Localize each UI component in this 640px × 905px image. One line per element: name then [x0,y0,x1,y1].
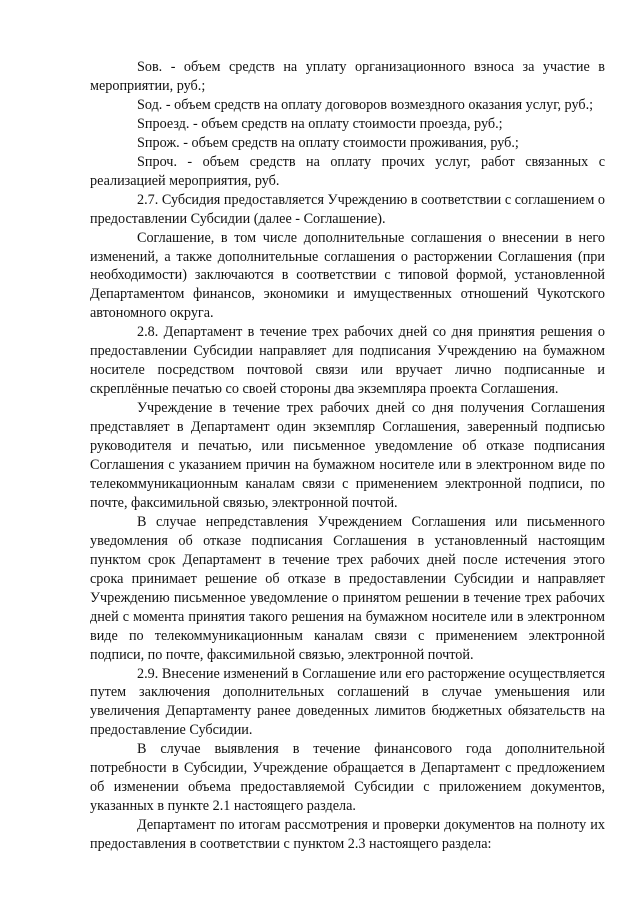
paragraph-additional-need: В случае выявления в течение финансового года дополнительной потребности в Субсидии, Учреждение обращается в Департамент с предложением об изменении объема предоставляемой Субсидии с приложением документов, указанных в пункте 2.1 настоящего раздела. [90,741,605,815]
paragraph-agreement-forms: Соглашение, в том числе дополнительные соглашения о внесении в него изменений, а также дополнительные соглашения о расторжении Соглашения (при необходимости) заключаются в соответствии с типовой формой, установленной Департаментом финансов, экономики и имущественных отношений Чукотского автономного округа. [90,229,605,322]
paragraph-2-7: 2.7. Субсидия предоставляется Учреждению в соответствии с соглашением о предоставлении Субсидии (далее - Соглашение). [90,191,605,227]
paragraph-2-9: 2.9. Внесение изменений в Соглашение или его расторжение осуществляется путем заключения дополнительных соглашений в случае уменьшения или увеличения Департаменту ранее доведенных лимитов бюджетных обязательств на предоставление Субсидии. [90,665,605,739]
document-page [90,58,605,854]
paragraph-sproch: Sпроч. - объем средств на оплату прочих услуг, работ связанных с реализацией мероприятия, руб. [90,153,605,189]
paragraph-sov: Sов. - объем средств на уплату организационного взноса за участие в мероприятии, руб.; [90,59,605,94]
paragraph-non-submission: В случае непредставления Учреждением Соглашения или письменного уведомления об отказе подписания Соглашения в установленный настоящим пунктом срок Департамент в течение трех рабочих дней после истечения этого срока принимает решение об отказе в предоставлении Субсидии и направляет Учреждению письменное уведомление о принятом решении в течение трех рабочих дней с момента принятия такого решения на бумажном носителе или в электронном виде по телекоммуникационным каналам связи с применением электронной подписи, по почте, факсимильной связью, электронной почтой. [90,513,605,663]
paragraph-sod: Sод. - объем средств на оплату договоров возмездного оказания услуг, руб.; [137,96,594,113]
paragraph-sproezd: Sпроезд. - объем средств на оплату стоимости проезда, руб.; [137,115,503,132]
paragraph-2-8: 2.8. Департамент в течение трех рабочих дней со дня принятия решения о предоставлении Субсидии направляет для подписания Учреждению на бумажном носителе посредством почтовой связи или вручает лично подписанные и скреплённые печатью со своей стороны два экземпляра проекта Соглашения. [90,324,605,398]
paragraph-department-review: Департамент по итогам рассмотрения и проверки документов на полноту их предоставления в соответствии с пунктом 2.3 настоящего раздела: [90,817,605,853]
paragraph-institution-response: Учреждение в течение трех рабочих дней со дня получения Соглашения представляет в Департамент один экземпляр Соглашения, заверенный подписью руководителя и печатью, или письменное уведомление об отказе подписания Соглашения с указанием причин на бумажном носителе или в электронном виде по телекоммуникационным каналам связи с применением электронной подписи, по почте, факсимильной связью, электронной почтой. [90,400,605,511]
paragraph-sprozh: Sпрож. - объем средств на оплату стоимости проживания, руб.; [137,134,519,151]
